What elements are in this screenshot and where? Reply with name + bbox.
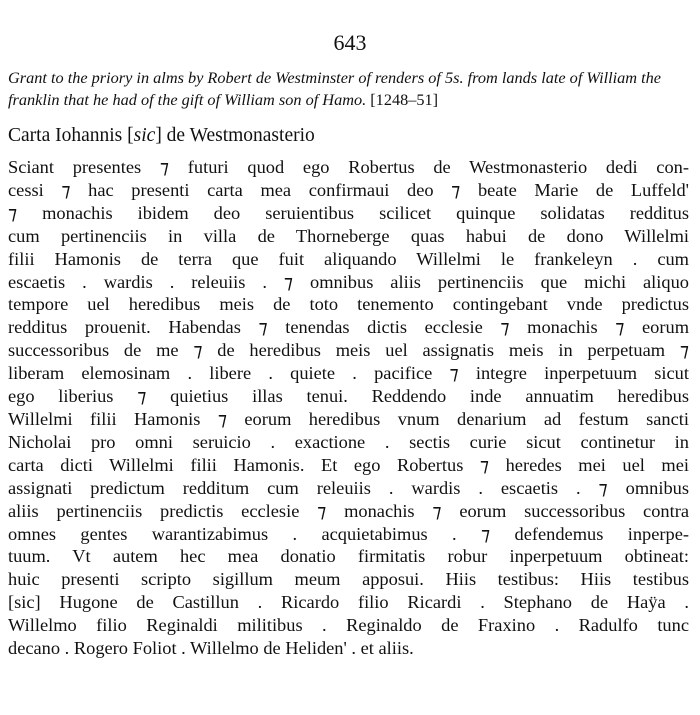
text-line: [sic] Hugone de Castillun . Ricardo filio Ricardi . Stephano de Haÿa . (8, 592, 689, 613)
charter-summary (8, 67, 690, 111)
page-number: 643 (333, 30, 367, 55)
text-line: liberam elemosinam . libere . quiete . pacifice ⁊ integre inperpetuum sicut (8, 363, 689, 384)
text-line: filii Hamonis de terra que fuit aliquando Willelmi le frankeleyn . cum (8, 248, 689, 269)
text-line: cessi ⁊ hac presenti carta mea confirmaui deo ⁊ beate Marie de Luffeld' (8, 179, 689, 200)
text-line: escaetis . wardis . releuiis . ⁊ omnibus aliis pertinenciis que michi aliquo (8, 271, 689, 292)
text-line: Sciant presentes ⁊ futuri quod ego Robertus de Westmonasterio dedi con- (8, 157, 689, 177)
text-line: ⁊ monachis ibidem deo seruientibus scilicet quinque solidatas redditus (8, 202, 689, 223)
heading-start: Carta Iohannis [ (8, 125, 134, 146)
text-line: redditus prouenit. Habendas ⁊ tenendas dictis ecclesie ⁊ monachis ⁊ eorum (8, 317, 689, 338)
text-line: tempore uel heredibus meis de toto tenemento contingebant vnde predictus (8, 294, 689, 315)
text-line: ego liberius ⁊ quietius illas tenui. Reddendo inde annuatim heredibus (8, 386, 689, 407)
text-line: cum pertinenciis in villa de Thorneberge quas habui de dono Willelmi (8, 225, 689, 246)
text-line: aliis pertinenciis predictis ecclesie ⁊ monachis ⁊ eorum successoribus contra (8, 500, 689, 521)
text-line: omnes gentes warantizabimus . acquietabimus . ⁊ defendemus inperpe- (8, 523, 689, 544)
heading-end: ] de Westmonasterio (155, 125, 315, 146)
text-line: huic presenti scripto sigillum meum apposui. Hiis testibus: Hiis testibus (8, 569, 689, 590)
text-line: carta dicti Willelmi filii Hamonis. Et ego Robertus ⁊ heredes mei uel mei (8, 454, 689, 475)
charter-text (8, 156, 689, 660)
text-line: successoribus de me ⁊ de heredibus meis uel assignatis meis in perpetuam ⁊ (8, 340, 689, 361)
text-line: decano . Rogero Foliot . Willelmo de Heliden' . et aliis. (8, 638, 414, 659)
text-line: Willelmi filii Hamonis ⁊ eorum heredibus vnum denarium ad festum sancti (8, 408, 689, 429)
charter-heading (8, 123, 690, 149)
summary-date: [1248–51] (366, 90, 439, 109)
text-line: Willelmo filio Reginaldi militibus . Reginaldo de Fraxino . Radulfo tunc (8, 615, 689, 636)
text-line: tuum. Vt autem hec mea donatio firmitatis robur inperpetuum obtineat: (8, 546, 689, 567)
text-line: assignati predictum redditum cum releuiis . wardis . escaetis . ⁊ omnibus (8, 477, 689, 498)
heading-sic: sic (133, 125, 156, 146)
summary-text: Grant to the priory in alms by Robert de Westminster of renders of 5s. from lands late of William the franklin that he had of the gift of William son of Hamo. (8, 68, 662, 109)
text-line: Nicholai pro omni seruicio . exactione . sectis curie sicut continetur in (8, 431, 689, 452)
